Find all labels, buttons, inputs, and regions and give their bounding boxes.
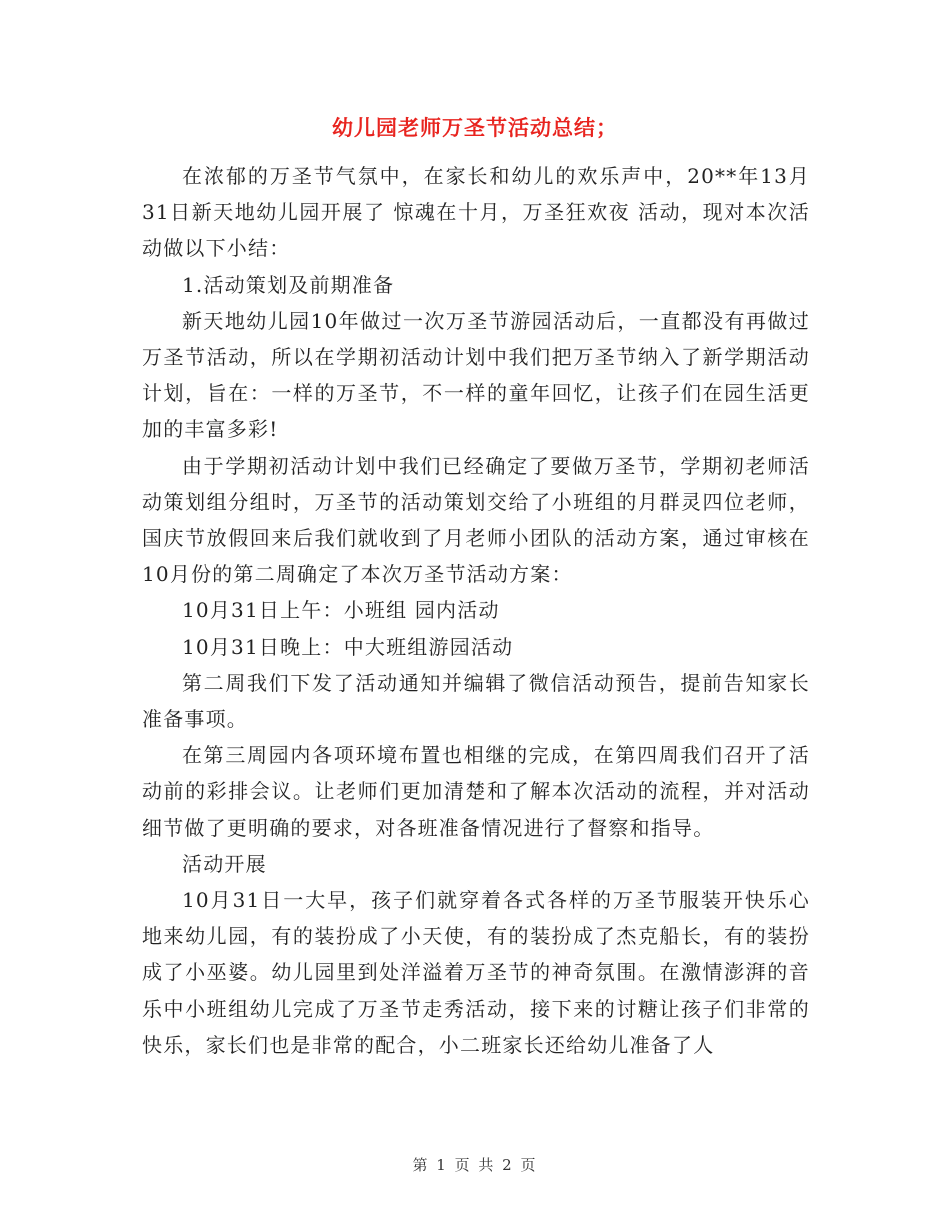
paragraph-intro: 在浓郁的万圣节气氛中，在家长和幼儿的欢乐声中，20**年13月31日新天地幼儿园开展了 惊魂在十月，万圣狂欢夜 活动，现对本次活动做以下小结： bbox=[142, 164, 810, 261]
document-body bbox=[142, 158, 810, 1063]
schedule-morning: 10月31日上午：小班组 园内活动 bbox=[182, 598, 500, 623]
paragraph-notice: 第二周我们下发了活动通知并编辑了微信活动预告，提前告知家长准备事项。 bbox=[142, 670, 810, 732]
schedule-evening: 10月31日晚上：中大班组游园活动 bbox=[182, 634, 514, 659]
section-heading-activity: 活动开展 bbox=[182, 851, 267, 876]
paragraph-rehearsal: 在第三周园内各项环境布置也相继的完成，在第四周我们召开了活动前的彩排会议。让老师们更加清楚和了解本次活动的流程，并对活动细节做了更明确的要求，对各班准备情况进行了督察和指导。 bbox=[142, 743, 810, 840]
paragraph-activity: 10月31日一大早，孩子们就穿着各式各样的万圣节服装开快乐心地来幼儿园，有的装扮成了小天使，有的装扮成了杰克船长，有的装扮成了小巫婆。幼儿园里到处洋溢着万圣节的神奇氛围。在激情澎湃的音乐中小班组幼儿完成了万圣节走秀活动，接下来的讨糖让孩子们非常的快乐，家长们也是非常的配合，小二班家长还给幼儿准备了人 bbox=[142, 888, 810, 1057]
document-title: 幼儿园老师万圣节活动总结； bbox=[332, 115, 618, 140]
paragraph-planning-team: 由于学期初活动计划中我们已经确定了要做万圣节，学期初老师活动策划组分组时，万圣节的活动策划交给了小班组的月群灵四位老师，国庆节放假回来后我们就收到了月老师小团队的活动方案，通过审核在10月份的第二周确定了本次万圣节活动方案： bbox=[142, 453, 810, 587]
page-footer: 第 1 页 共 2 页 bbox=[412, 1156, 538, 1174]
section-heading-planning: 1.活动策划及前期准备 bbox=[182, 272, 395, 297]
paragraph-background: 新天地幼儿园10年做过一次万圣节游园活动后，一直都没有再做过万圣节活动，所以在学期初活动计划中我们把万圣节纳入了新学期活动计划，旨在：一样的万圣节，不一样的童年回忆，让孩子们在园生活更加的丰富多彩! bbox=[142, 308, 810, 442]
